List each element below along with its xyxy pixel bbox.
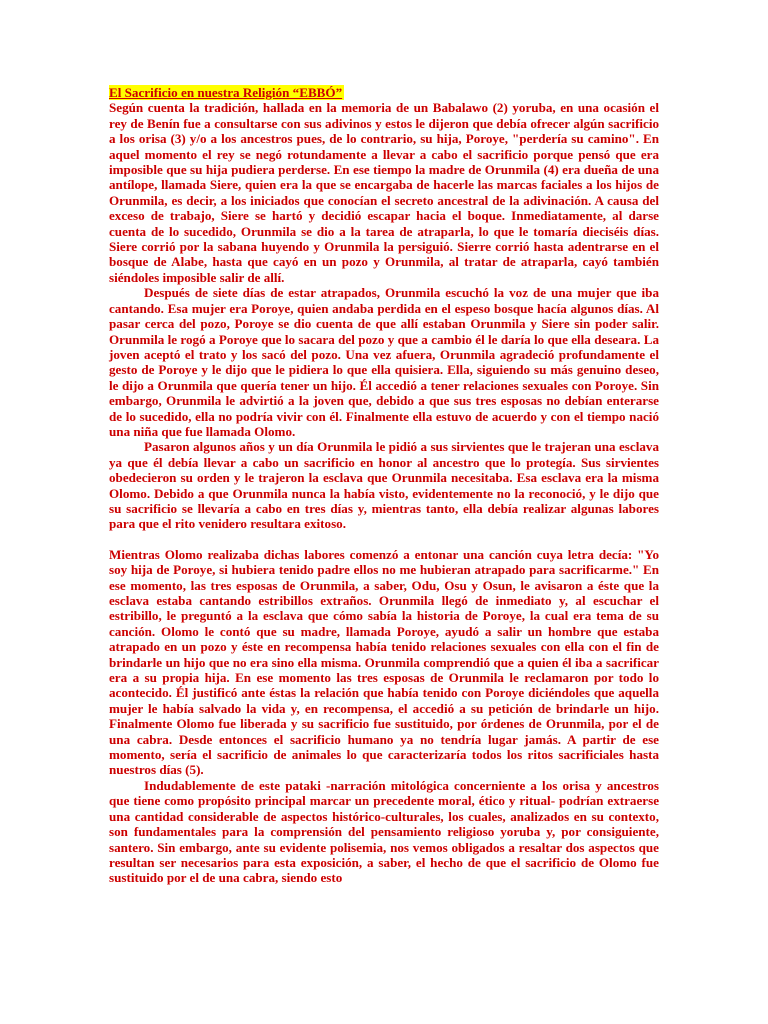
paragraph-4: Mientras Olomo realizaba dichas labores comenzó a entonar una canción cuya letra decía: "Yo soy hija de Poroye, si hubiera tenido padre ellos no me hubieran atrapado para sacrificarme." En ese momento, las tres esposas de Orunmila, a saber, Odu, Osu y Osun, le avisaron a éste que la esclava estaba cantando estribillos extraños. Orunmila llegó de inmediato y, al escuchar el estribillo, le preguntó a la esclava que cómo sabía la historia de Poroye, la cual era tema de su canción. Olomo le contó que su madre, llamada Poroye, ayudó a salir un hombre que estaba atrapado en un pozo y éste en recompensa había tenido relaciones sexuales con ella con el fin de brindarle un hijo que no era sino ella misma. Orunmila comprendió que a quien él iba a sacrificar era a su propia hija. En ese momento las tres esposas de Orunmila le reclamaron por todo lo acontecido. Él justificó ante éstas la relación que había tenido con Poroye diciéndoles que aquella mujer le había salvado la vida y, en recompensa, el accedió a su petición de brindarle un hijo. Finalmente Olomo fue liberada y su sacrificio fue sustituido, por órdenes de Orunmila, por el de una cabra. Desde entonces el sacrificio humano ya no tendría lugar jamás. A partir de ese momento, sería el sacrificio de animales lo que caracterizaría todos los ritos sacrificiales hasta nuestros días (5).	[109, 546, 659, 778]
title-highlight: El Sacrificio en nuestra Religión “EBBÓ”	[109, 85, 343, 100]
paragraph-spacer	[109, 532, 659, 547]
paragraph-1: Según cuenta la tradición, hallada en la memoria de un Babalawo (2) yoruba, en una ocasión el rey de Benín fue a consultarse con sus adivinos y estos le dijeron que debía ofrecer algún sacrificio a los orisa (3) y/o a los ancestros pues, de lo contrario, su hija, Poroye, "perdería su camino". En aquel momento el rey se negó rotundamente a llevar a cabo el sacrificio porque pensó que era imposible que su hija pudiera perderse. En ese tiempo la madre de Orunmila (4) era dueña de una antílope, llamada Siere, quien era la que se encargaba de hacerle las marcas faciales a los hijos de Orunmila, es decir, a los iniciados que conocían el secreto ancestral de la adivinación. A causa del exceso de trabajo, Siere se hartó y decidió escapar hacia el boque. Inmediatamente, al darse cuenta de lo sucedido, Orunmila se dio a la tarea de atraparla, lo que le tomaría dieciséis días. Siere corrió por la sabana huyendo y Orunmila la persiguió. Sierre corrió hasta adentrarse en el bosque de Alabe, hasta que cayó en un pozo y Orunmila, al tratar de atraparla, cayó también siéndoles imposible salir de allí.	[109, 100, 659, 285]
paragraph-2: Después de siete días de estar atrapados, Orunmila escuchó la voz de una mujer que iba cantando. Esa mujer era Poroye, quien andaba perdida en el espeso bosque hacía algunos días. Al pasar cerca del pozo, Poroye se dio cuenta de que allí estaban Orunmila y Siere sin poder salir. Orunmila le rogó a Poroye que lo sacara del pozo y que a cambio él le daría lo que ella deseara. La joven aceptó el trato y los sacó del pozo. Una vez afuera, Orunmila agradeció profundamente el gesto de Poroye y le dijo que le pidiera lo que ella quisiera. Ella, siguiendo su más genuino deseo, le dijo a Orunmila que quería tener un hijo. Él accedió a tener relaciones sexuales con Poroye. Sin embargo, Orunmila le advirtió a la joven que, debido a que sus tres esposas no debían enterarse de lo sucedido, ella no podría vivir con él. Finalmente ella estuvo de acuerdo y con el tiempo nació una niña que fue llamada Olomo.	[109, 285, 659, 439]
document-page	[109, 85, 659, 886]
paragraph-3: Pasaron algunos años y un día Orunmila le pidió a sus sirvientes que le trajeran una esclava ya que él debía llevar a cabo un sacrificio en honor al ancestro que lo protegía. Sus sirvientes obedecieron su orden y le trajeron la esclava que Orunmila necesitaba. Esa esclava era la misma Olomo. Debido a que Orunmila nunca la había visto, evidentemente no la reconoció, y le dijo que su sacrificio se llevaría a cabo en tres días y, mientras tanto, ella debía realizar algunas labores para que el rito venidero resultara exitoso.	[109, 439, 659, 532]
paragraph-5: Indudablemente de este pataki -narración mitológica concerniente a los orisa y ancestros que tiene como propósito principal marcar un precedente moral, ético y ritual- podrían extraerse una cantidad considerable de aspectos histórico-culturales, los cuales, analizados en su contexto, son fundamentales para la comprensión del pensamiento religioso yoruba y, por consiguiente, santero. Sin embargo, ante su evidente polisemia, nos vemos obligados a resaltar dos aspectos que resultan ser necesarios para esta exposición, a saber, el hecho de que el sacrificio de Olomo fue sustituido por el de una cabra, siendo esto	[109, 777, 659, 886]
document-title	[109, 85, 659, 100]
